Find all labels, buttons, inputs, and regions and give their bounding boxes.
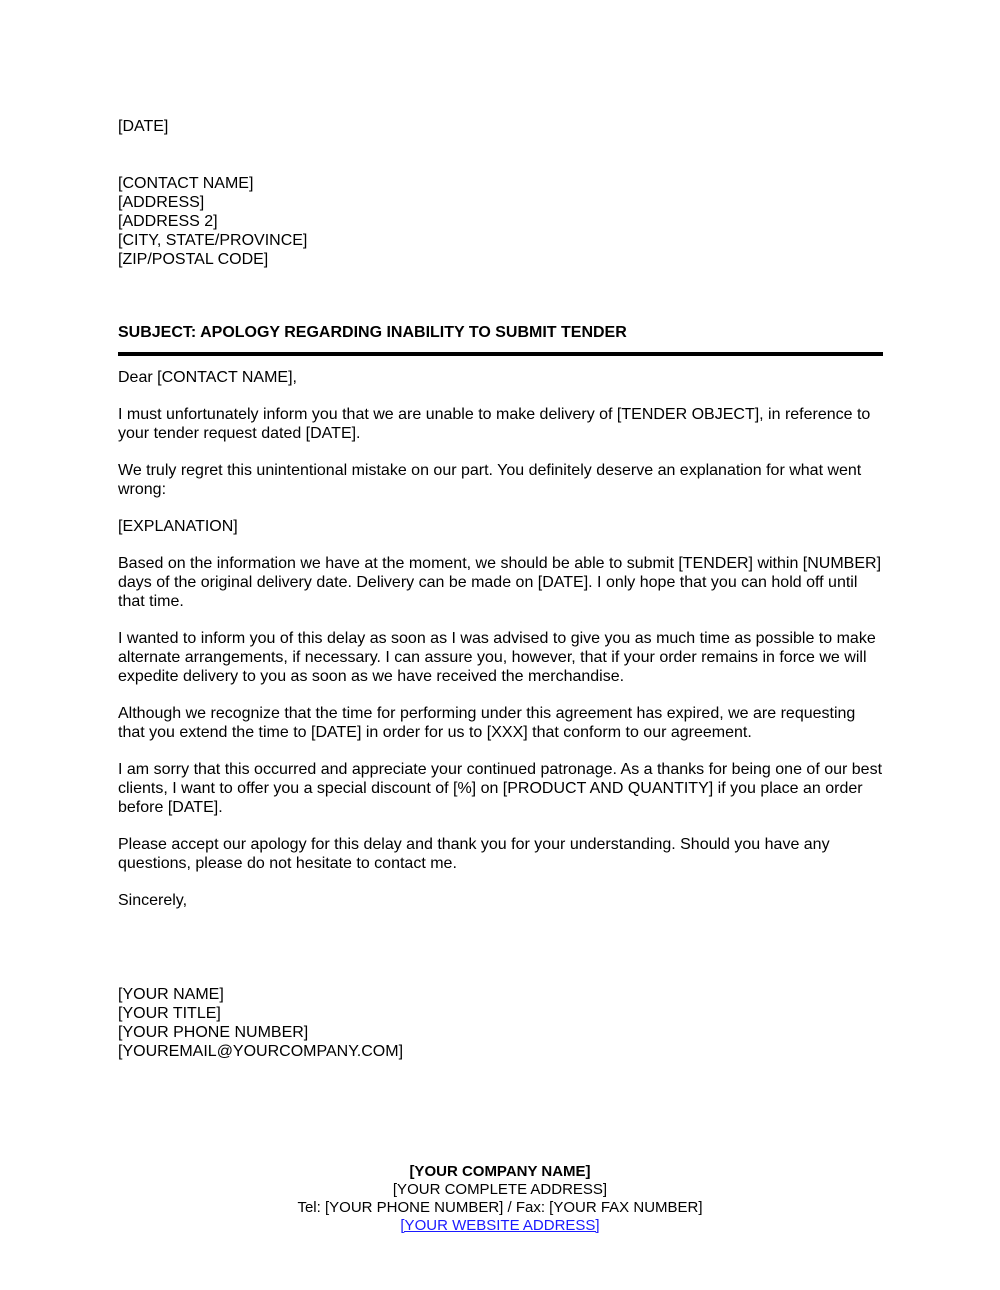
letter-salutation: Dear [CONTACT NAME], (118, 369, 297, 386)
recipient-zip: [ZIP/POSTAL CODE] (118, 251, 269, 268)
paragraph-discount-offer: I am sorry that this occurred and appreciate your continued patronage. As a thanks for being one of our best clients, I want to offer you a special discount of [%] on [PRODUCT AND QUANTITY] if you place an order before [DATE]. (118, 761, 883, 816)
letter-closing: Sincerely, (118, 892, 188, 909)
signature-block (118, 985, 883, 1061)
paragraph-delivery-notice: I must unfortunately inform you that we are unable to make delivery of [TENDER OBJECT], in reference to your tender request dated [DATE]. (118, 406, 871, 442)
recipient-city-state: [CITY, STATE/PROVINCE] (118, 232, 308, 249)
letter-subject: SUBJECT: APOLOGY REGARDING INABILITY TO SUBMIT TENDER (118, 324, 627, 341)
letter-body (118, 117, 883, 1061)
recipient-address-block (118, 174, 883, 269)
footer-company-name: [YOUR COMPANY NAME] (409, 1163, 591, 1180)
paragraph-thanks: Please accept our apology for this delay and thank you for your understanding. Should you have any questions, please do not hesitate to contact me. (118, 836, 830, 872)
paragraph-advance-notice: I wanted to inform you of this delay as soon as I was advised to give you as much time as possible to make alternate arrangements, if necessary. I can assure you, however, that if your order remains in force we will expedite delivery to you as soon as we have received the merchandise. (118, 630, 876, 685)
recipient-contact-name: [CONTACT NAME] (118, 175, 254, 192)
letter-footer (0, 1163, 1000, 1235)
footer-website-link[interactable]: [YOUR WEBSITE ADDRESS] (400, 1217, 600, 1234)
footer-contact: Tel: [YOUR PHONE NUMBER] / Fax: [YOUR FAX NUMBER] (297, 1199, 703, 1216)
paragraph-explanation: [EXPLANATION] (118, 518, 238, 535)
signature-name: [YOUR NAME] (118, 986, 224, 1003)
footer-address: [YOUR COMPLETE ADDRESS] (392, 1181, 608, 1198)
signature-title: [YOUR TITLE] (118, 1005, 221, 1022)
paragraph-extension-request: Although we recognize that the time for performing under this agreement has expired, we are requesting that you extend the time to [DATE] in order for us to [XXX] that conform to our agreement. (118, 705, 856, 741)
recipient-address: [ADDRESS] (118, 194, 205, 211)
signature-email: [YOUREMAIL@YOURCOMPANY.COM] (118, 1043, 404, 1060)
signature-phone: [YOUR PHONE NUMBER] (118, 1024, 309, 1041)
paragraph-regret: We truly regret this unintentional mistake on our part. You definitely deserve an explanation for what went wrong: (118, 462, 862, 498)
recipient-address-2: [ADDRESS 2] (118, 213, 218, 230)
subject-divider (118, 352, 883, 356)
letter-date: [DATE] (118, 118, 169, 135)
paragraph-new-delivery: Based on the information we have at the moment, we should be able to submit [TENDER] within [NUMBER] days of the original delivery date. Delivery can be made on [DATE]. I only hope that you can hold off until that time. (118, 555, 882, 610)
